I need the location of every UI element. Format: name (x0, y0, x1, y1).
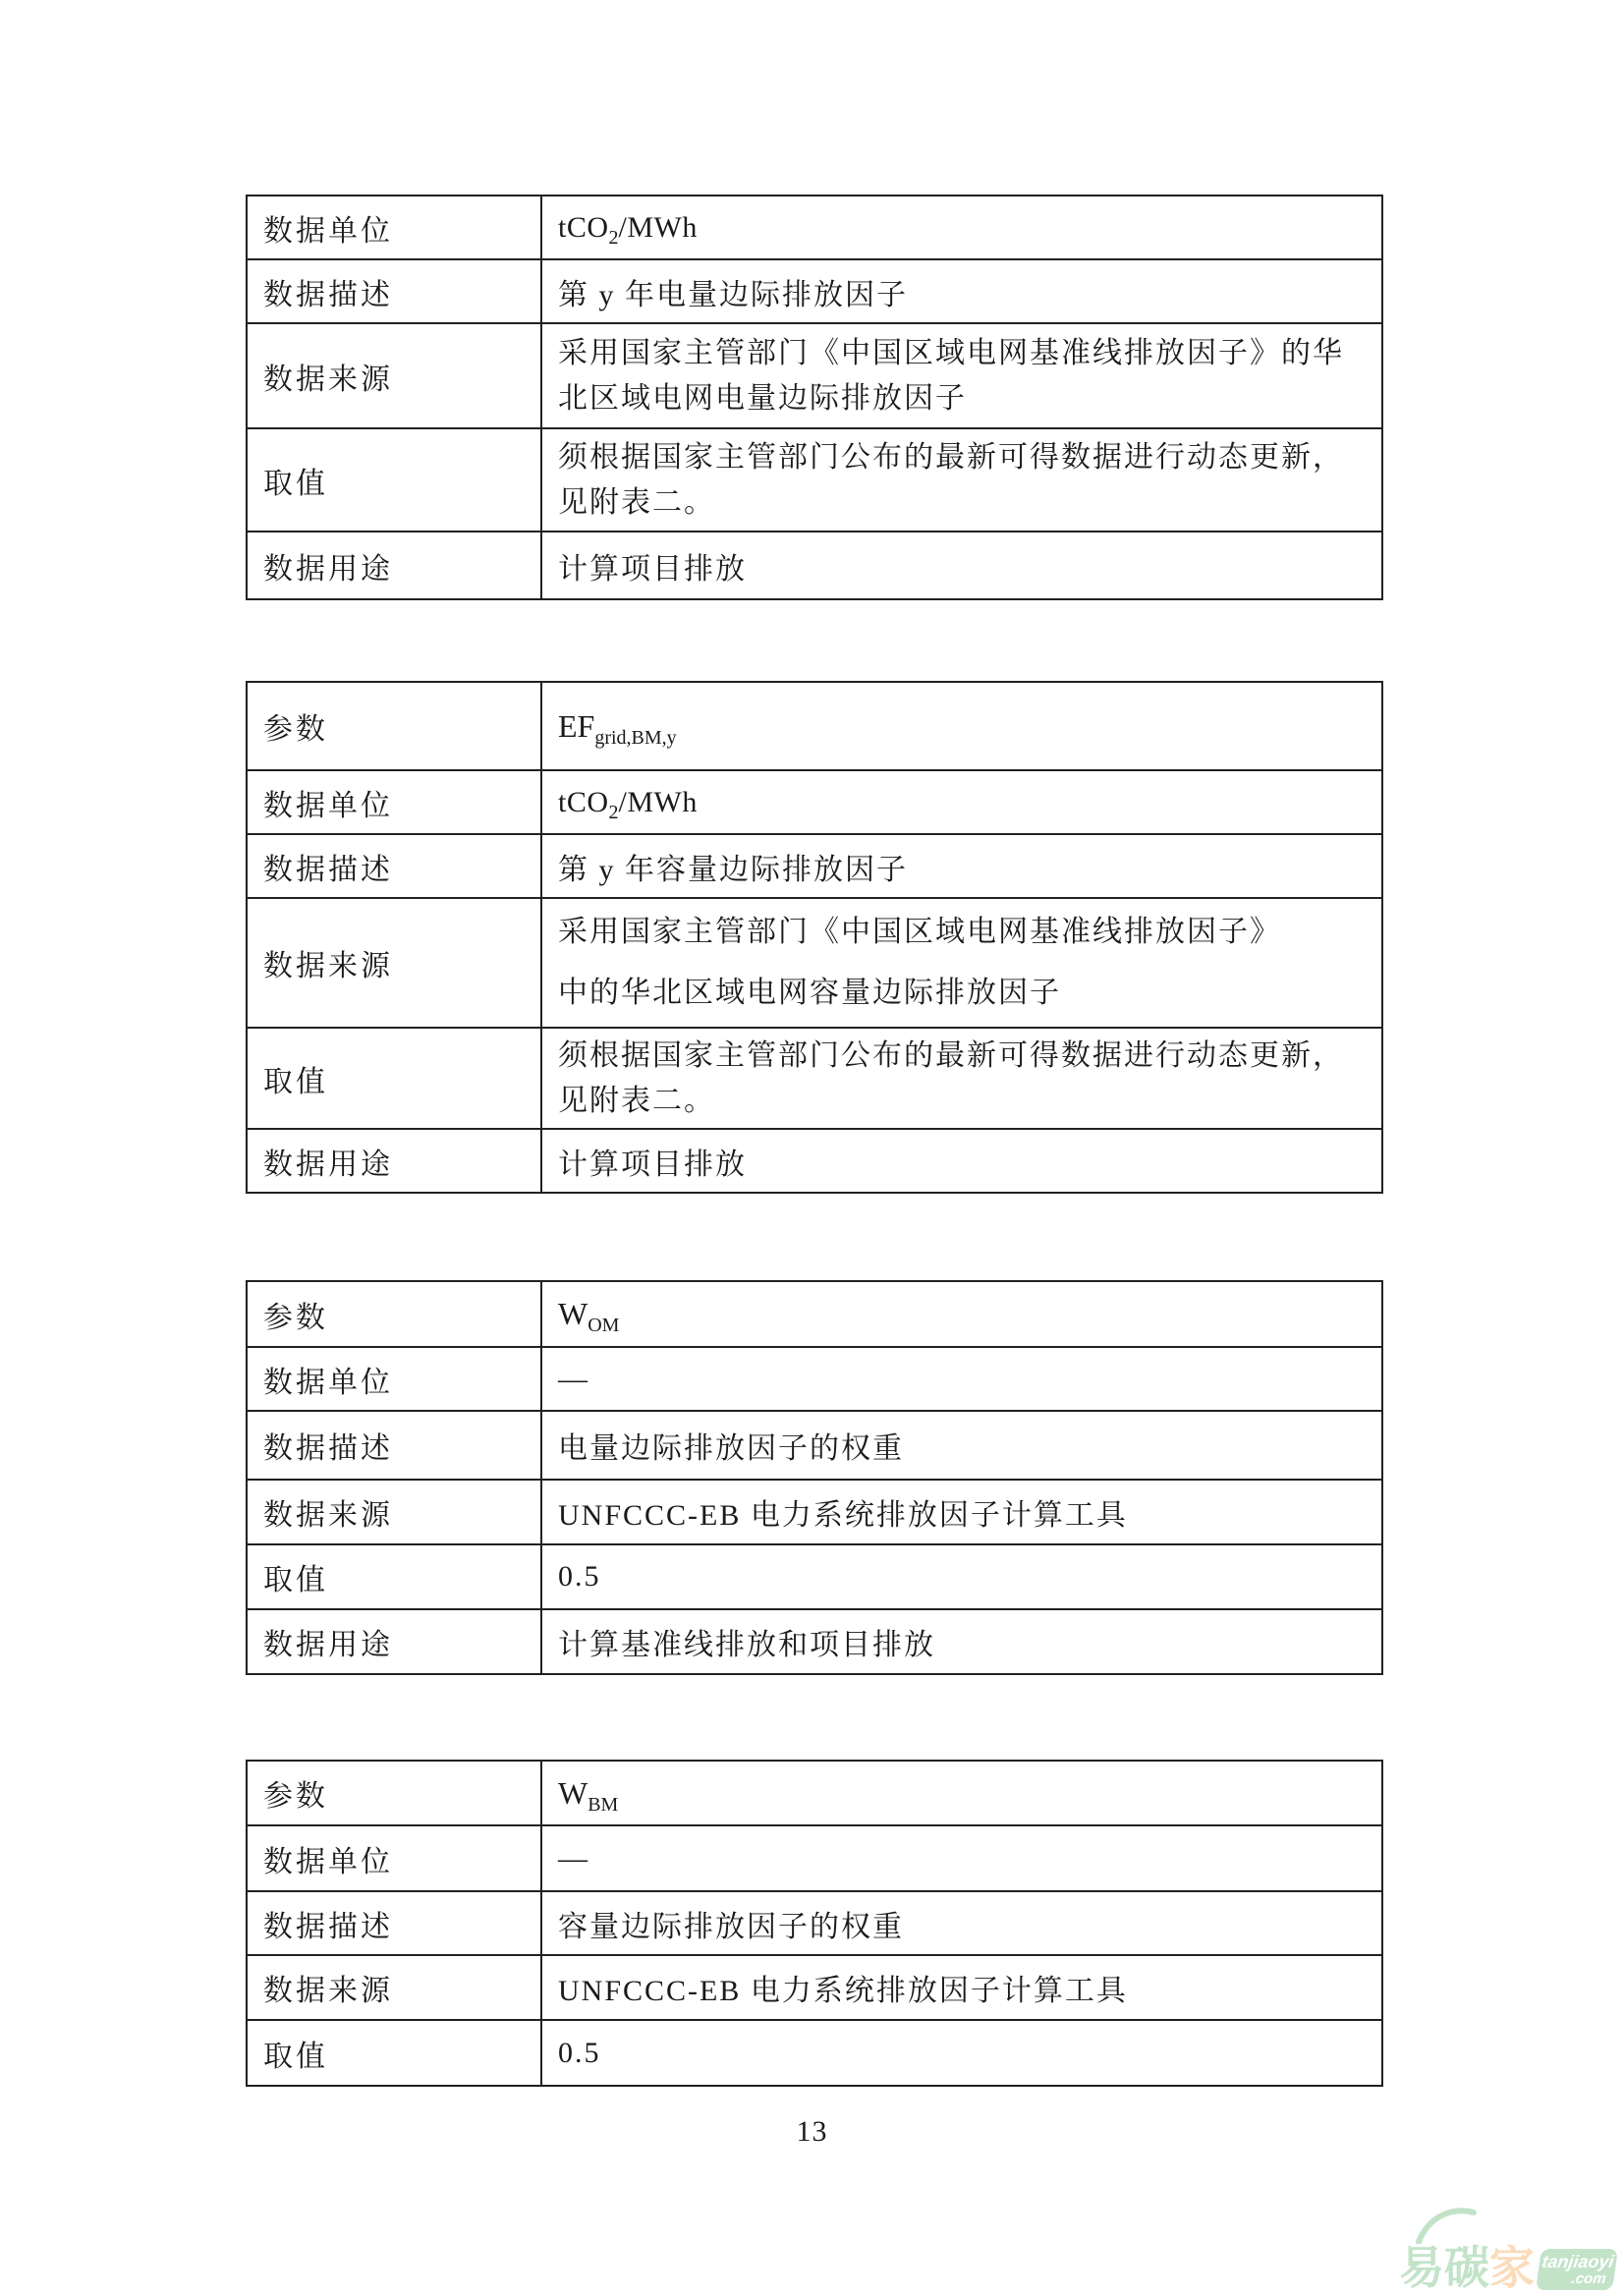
row-label: 取值 (247, 428, 541, 532)
table-row (247, 1761, 1382, 1825)
value-line: 见附表二。 (558, 1084, 715, 1117)
row-label: 数据单位 (247, 1825, 541, 1891)
table-row (247, 532, 1382, 599)
row-value: 第 y 年容量边际排放因子 (541, 834, 1382, 898)
table-row (247, 1028, 1382, 1129)
row-label: 数据用途 (247, 1609, 541, 1674)
row-label: 数据单位 (247, 196, 541, 259)
row-value (541, 770, 1382, 834)
row-value: 计算基准线排放和项目排放 (541, 1609, 1382, 1674)
row-value: UNFCCC-EB 电力系统排放因子计算工具 (541, 1480, 1382, 1544)
table-row (247, 1129, 1382, 1193)
row-value: 0.5 (541, 1544, 1382, 1609)
table-row (247, 682, 1382, 770)
table-row (247, 2020, 1382, 2086)
table-row (247, 1411, 1382, 1480)
table-row (247, 1480, 1382, 1544)
row-label: 数据用途 (247, 1129, 541, 1193)
parameter-symbol: W (558, 1774, 588, 1811)
table-row (247, 834, 1382, 898)
row-value: — (541, 1347, 1382, 1411)
row-label: 参数 (247, 1281, 541, 1347)
unit-subscript: 2 (608, 226, 619, 249)
table-row (247, 1544, 1382, 1609)
row-value (541, 1028, 1382, 1129)
row-value (541, 1281, 1382, 1347)
row-label: 取值 (247, 1544, 541, 1609)
row-value (541, 1761, 1382, 1825)
table-row (247, 428, 1382, 532)
row-value (541, 323, 1382, 428)
value-line: 中的华北区域电网容量边际排放因子 (558, 977, 1061, 1009)
value-line: 采用国家主管部门《中国区域电网基准线排放因子》的华 (558, 336, 1344, 369)
row-label: 数据来源 (247, 1480, 541, 1544)
table-row (247, 1825, 1382, 1891)
row-label: 参数 (247, 682, 541, 770)
row-label: 取值 (247, 2020, 541, 2086)
parameter-subscript: OM (588, 1315, 620, 1336)
parameter-symbol: W (558, 1296, 588, 1331)
table-row (247, 770, 1382, 834)
row-value (541, 898, 1382, 1028)
value-line: 北区域电网电量边际排放因子 (558, 381, 967, 415)
unit-text: /MWh (618, 785, 698, 818)
table-row (247, 1347, 1382, 1411)
row-value: 0.5 (541, 2020, 1382, 2086)
parameter-subscript: BM (588, 1793, 619, 1816)
row-label: 数据描述 (247, 1891, 541, 1955)
watermark-leaf-icon (1415, 2205, 1478, 2244)
watermark-brand-green: 易碳 (1399, 2242, 1489, 2293)
value-line: 须根据国家主管部门公布的最新可得数据进行动态更新， (558, 440, 1344, 474)
row-label: 数据单位 (247, 1347, 541, 1411)
parameter-table-1 (246, 195, 1383, 600)
row-label: 数据用途 (247, 532, 541, 599)
row-value: UNFCCC-EB 电力系统排放因子计算工具 (541, 1955, 1382, 2020)
parameter-subscript: grid,BM,y (594, 726, 677, 749)
table-row (247, 323, 1382, 428)
value-line: 采用国家主管部门《中国区域电网基准线排放因子》 (558, 916, 1281, 948)
row-value: — (541, 1825, 1382, 1891)
parameter-table-3 (246, 1280, 1383, 1675)
row-label: 参数 (247, 1761, 541, 1825)
parameter-table-4 (246, 1760, 1383, 2087)
row-value (541, 428, 1382, 532)
watermark-logo (1399, 2205, 1624, 2296)
unit-text: tCO (558, 785, 609, 818)
row-value: 计算项目排放 (541, 1129, 1382, 1193)
watermark-badge-line1: tanjiaoyi (1540, 2251, 1616, 2271)
row-label: 数据单位 (247, 770, 541, 834)
row-label: 数据来源 (247, 898, 541, 1028)
page-number: 13 (796, 2115, 828, 2148)
table-row (247, 1955, 1382, 2020)
table-row (247, 196, 1382, 259)
row-value (541, 682, 1382, 770)
watermark-badge (1536, 2249, 1618, 2290)
row-label: 取值 (247, 1028, 541, 1129)
table-row (247, 898, 1382, 1028)
parameter-table-2 (246, 681, 1383, 1194)
unit-subscript: 2 (608, 801, 619, 823)
table-row (247, 1281, 1382, 1347)
row-label: 数据来源 (247, 1955, 541, 2020)
table-row (247, 1891, 1382, 1955)
row-value: 第 y 年电量边际排放因子 (541, 259, 1382, 323)
row-label: 数据描述 (247, 259, 541, 323)
unit-text: tCO (558, 210, 609, 244)
table-row (247, 1609, 1382, 1674)
parameter-symbol: EF (558, 707, 595, 744)
watermark-badge-line2: .com (1570, 2269, 1607, 2287)
row-value: 计算项目排放 (541, 532, 1382, 599)
row-value: 容量边际排放因子的权重 (541, 1891, 1382, 1955)
row-value (541, 196, 1382, 259)
watermark-brand-orange: 家 (1489, 2242, 1535, 2293)
table-row (247, 259, 1382, 323)
row-label: 数据来源 (247, 323, 541, 428)
value-line: 须根据国家主管部门公布的最新可得数据进行动态更新， (558, 1038, 1344, 1072)
unit-text: /MWh (618, 210, 698, 244)
row-label: 数据描述 (247, 1411, 541, 1480)
row-label: 数据描述 (247, 834, 541, 898)
row-value: 电量边际排放因子的权重 (541, 1411, 1382, 1480)
value-line: 见附表二。 (558, 485, 715, 519)
